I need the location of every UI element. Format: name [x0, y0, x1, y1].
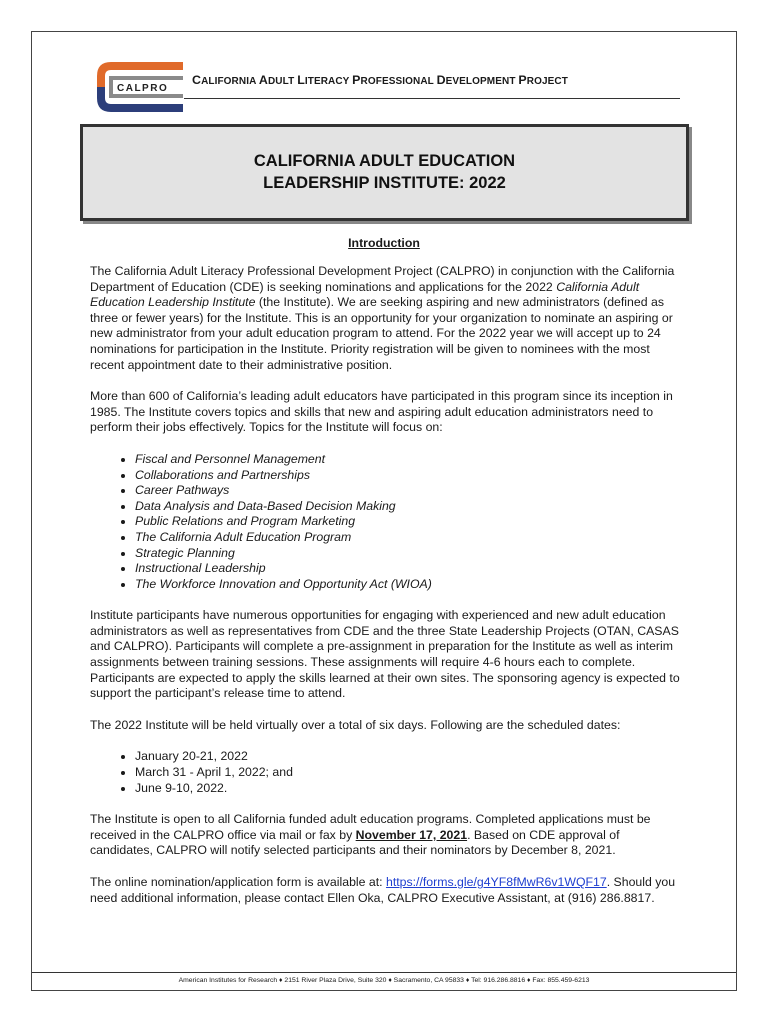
- list-item: • Public Relations and Program Marketing: [135, 514, 680, 530]
- paragraph-2: More than 600 of California’s leading adult educators have participated in this program since its inception in 1985. The Institute covers topics and skills that new and aspiring adult education administrators need to perform their jobs effectively. Topics for the Institute will focus on:: [90, 389, 673, 435]
- header-divider: [184, 98, 680, 99]
- list-item: • March 31 - April 1, 2022; and: [135, 765, 680, 781]
- calpro-logo: [97, 62, 183, 112]
- paragraph-1: The California Adult Literacy Professional Development Project (CALPRO) in conjunction with the California Department of Education (CDE) is seeking nominations and applications for the 2022 California Adult Education Leadership Institute (the Institute). We are seeking aspiring and new administrators (defined as three or fewer years) for the Institute. This is an opportunity for your organization to nominate an aspiring or new administrator from your adult education program to attend. For the 2022 year we will accept up to 24 nominations for participation in the Institute. Priority registration will be given to nominees with the most recent appointment date to their administrative position.: [90, 264, 675, 372]
- deadline-date: November 17, 2021: [355, 827, 468, 842]
- title-line-2: LEADERSHIP INSTITUTE: 2022: [263, 174, 506, 192]
- paragraph-6: The online nomination/application form is available at: https://forms.gle/g4YF8fMwR6v1WQF17. Should you need additional information, please contact Ellen Oka, CALPRO Executive Assistant, at (916) 286.8817.: [90, 875, 676, 905]
- dates-list: [90, 749, 680, 796]
- list-item: • The California Adult Education Program: [135, 530, 680, 546]
- list-item: • Instructional Leadership: [135, 561, 680, 577]
- topics-list: [90, 452, 680, 592]
- introduction-heading: Introduction: [348, 236, 420, 250]
- list-item: • The Workforce Innovation and Opportunity Act (WIOA): [135, 577, 680, 593]
- footer-divider: [32, 972, 736, 973]
- project-title: CALIFORNIA ADULT LITERACY PROFESSIONAL DEVELOPMENT PROJECT: [192, 73, 568, 87]
- list-item: • Strategic Planning: [135, 546, 680, 562]
- list-item: • June 9-10, 2022.: [135, 781, 680, 797]
- paragraph-5: The Institute is open to all California funded adult education programs. Completed applications must be received in the CALPRO office via mail or fax by November 17, 2021. Based on CDE approval of candidates, CALPRO will notify selected participants and their nominators by December 8, 2021.: [90, 812, 651, 858]
- document-body: [90, 264, 680, 922]
- application-form-link[interactable]: https://forms.gle/g4YF8fMwR6v1WQF17: [385, 875, 607, 889]
- list-item: • Data Analysis and Data-Based Decision Making: [135, 499, 680, 515]
- logo-text: CALPRO: [117, 83, 169, 94]
- footer-address: American Institutes for Research ♦ 2151 River Plaza Drive, Suite 320 ♦ Sacramento, CA 95833 ♦ Tel: 916.286.8816 ♦ Fax: 855.459-6213: [178, 977, 590, 984]
- institute-title-box: [80, 124, 689, 221]
- paragraph-4: The 2022 Institute will be held virtually over a total of six days. Following are the scheduled dates:: [90, 717, 621, 732]
- list-item: • January 20-21, 2022: [135, 749, 680, 765]
- paragraph-3: Institute participants have numerous opportunities for engaging with experienced and new adult education administrators as well as representatives from CDE and the three State Leadership Projects (OTAN, CASAS and CALPRO). Participants will complete a pre-assignment in preparation for the Institute as well as interim assignments between training sessions. These assignments will require 4-6 hours each to complete. Participants are expected to apply the skills learned at their own sites. The sponsoring agency is expected to support the participant’s release time to attend.: [90, 608, 680, 701]
- list-item: • Fiscal and Personnel Management: [135, 452, 680, 468]
- list-item: • Career Pathways: [135, 483, 680, 499]
- title-line-1: CALIFORNIA ADULT EDUCATION: [253, 152, 516, 170]
- document-page: [31, 31, 737, 991]
- list-item: • Collaborations and Partnerships: [135, 468, 680, 484]
